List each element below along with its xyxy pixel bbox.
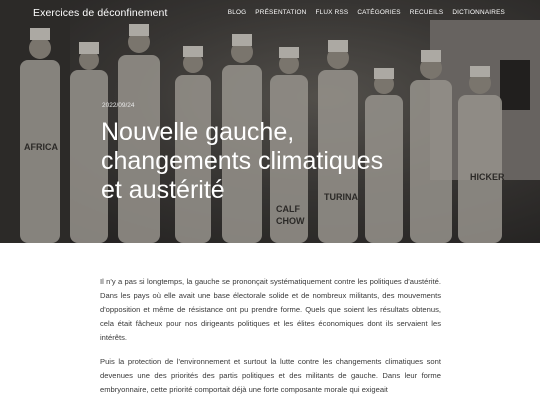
- nav-item-rss[interactable]: FLUX RSS: [315, 9, 349, 16]
- nav-item-presentation[interactable]: PRÉSENTATION: [255, 9, 307, 16]
- post-title: [101, 118, 441, 205]
- post-date: 2022/09/24: [102, 102, 135, 109]
- post-paragraph: Puis la protection de l'environnement et surtout la lutte contre les changements climatiques sont devenues une des priorités des partis politiques et des militants de gauche. Dans leur forme embryonnaire, cette priorité comportait déjà une forte composante morale qui exigeait: [100, 357, 441, 394]
- hero-lettering: HICKER: [470, 172, 505, 182]
- hero-lettering: AFRICA: [24, 142, 58, 152]
- hero-lettering: CALF: [276, 204, 300, 214]
- nav-item-recueils[interactable]: RECUEILS: [409, 9, 444, 16]
- post-title-line: changements climatiques: [101, 147, 384, 175]
- nav-item-dictionnaires[interactable]: DICTIONNAIRES: [452, 9, 505, 16]
- post-title-line: et austérité: [101, 176, 225, 204]
- post-content: [100, 275, 441, 407]
- hero-lettering: TURINA: [324, 192, 358, 202]
- hero-lettering: CHOW: [276, 216, 305, 226]
- post-paragraph: Il n'y a pas si longtemps, la gauche se prononçait systématiquement contre les politiques d'austérité. Dans les pays où elle avait une base électorale solide et de nombreux militants, des mouvements d'opposition et même de résistance ont pu prendre forme. Quels que soient les résultats obtenus, cela était fâcheux pour nos dirigeants politiques et les élites économiques dont ils servaient les intérêts.: [100, 277, 441, 342]
- site-title[interactable]: Exercices de déconfinement: [33, 7, 168, 19]
- main-nav: [228, 9, 505, 16]
- nav-item-categories[interactable]: CATÉGORIES: [357, 9, 401, 16]
- post-title-line: Nouvelle gauche,: [101, 118, 295, 146]
- nav-item-blog[interactable]: BLOG: [227, 9, 247, 16]
